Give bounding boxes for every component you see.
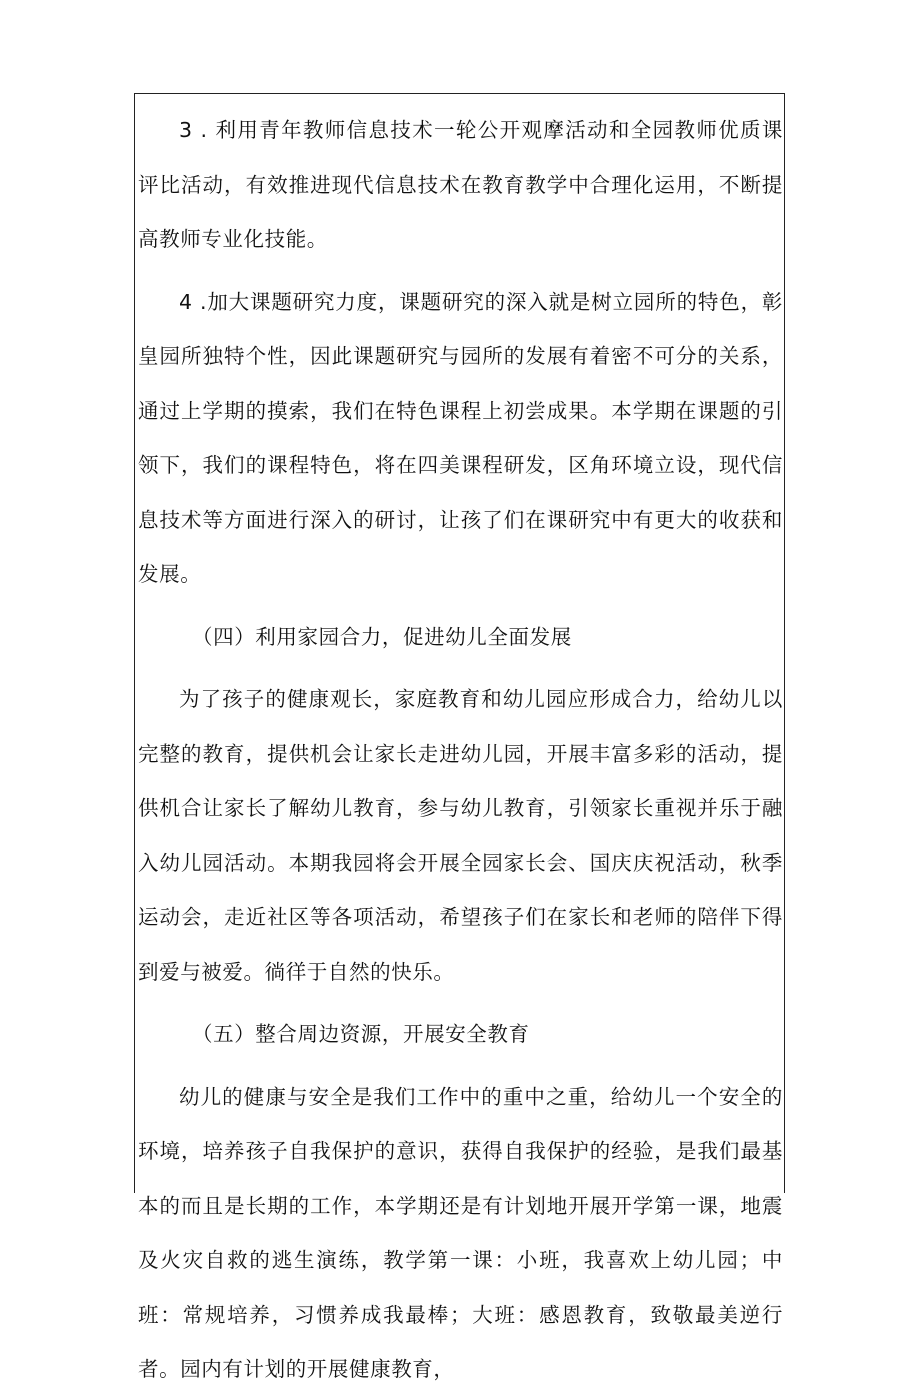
section-heading-4: （四）利用家园合力，促进幼儿全面发展	[192, 624, 572, 649]
paragraph-item-3: 3 . 利用青年教师信息技术一轮公开观摩活动和全园教师优质课评比活动，有效推进现代信息技术在教育教学中合理化运用，不断提高教师专业化技能。	[138, 118, 783, 251]
document-body	[138, 103, 783, 1397]
paragraph-safety: 幼儿的健康与安全是我们工作中的重中之重，给幼儿一个安全的环境，培养孩子自我保护的意识，获得自我保护的经验，是我们最基本的而且是长期的工作，本学期还是有计划地开展开学第一课，地震及火灾自救的逃生演练，教学第一课：小班，我喜欢上幼儿园；中班：常规培养，习惯养成我最棒；大班：感恩教育，致敬最美逆行者。园内有计划的开展健康教育，	[138, 1084, 783, 1381]
section-heading-5: （五）整合周边资源，开展安全教育	[192, 1022, 530, 1046]
paragraph-home-school: 为了孩子的健康观长，家庭教育和幼儿园应形成合力，给幼儿以完整的教育，提供机会让家长走进幼儿园，开展丰富多彩的活动，提供机合让家长了解幼儿教育，参与幼儿教育，引领家长重视并乐于融入幼儿园活动。本期我园将会开展全园家长会、国庆庆祝活动，秋季运动会，走近社区等各项活动，希望孩子们在家长和老师的陪伴下得到爱与被爱。徜徉于自然的快乐。	[138, 687, 783, 984]
paragraph-item-4: 4 .加大课题研究力度，课题研究的深入就是树立园所的特色，彰皇园所独特个性，因此课题研究与园所的发展有着密不可分的关系，通过上学期的摸索，我们在特色课程上初尝成果。本学期在课题的引领下，我们的课程特色，将在四美课程研发，区角环境立设，现代信息技术等方面进行深入的研讨，让孩了们在课研究中有更大的收获和发展。	[138, 289, 783, 586]
